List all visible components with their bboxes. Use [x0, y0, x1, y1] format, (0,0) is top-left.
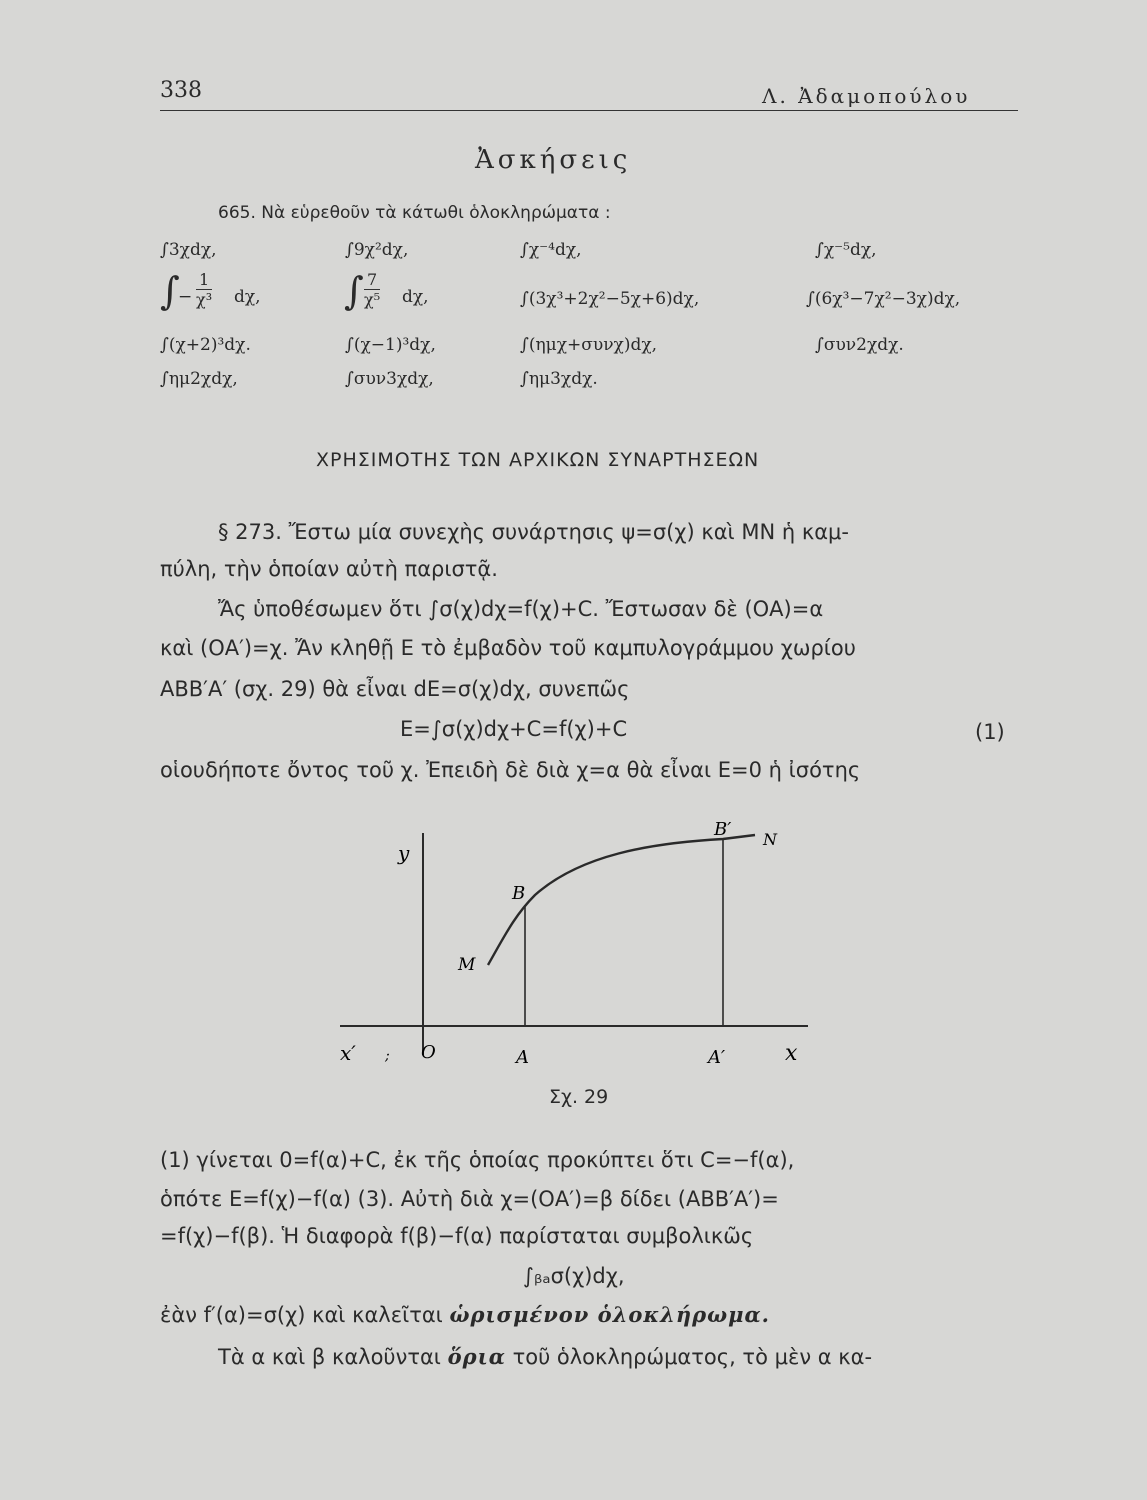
equation: Ε=∫σ(χ)dχ+C=f(χ)+C — [400, 717, 628, 741]
integral-1-4: ∫χ⁻⁵dχ, — [815, 240, 877, 260]
integral-3-4: ∫συν2χdχ. — [815, 335, 904, 355]
figure-29 — [330, 815, 830, 1085]
label-N: N — [763, 830, 777, 849]
curve-MN — [488, 835, 755, 965]
exercise-intro: 665. Νὰ εὑρεθοῦν τὰ κάτωθι ὁλοκληρώματα : — [218, 203, 611, 223]
exercises-title: Ἀσκήσεις — [475, 145, 632, 175]
integral-4-2: ∫συν3χdχ, — [345, 369, 434, 389]
definition-text: ἐὰν f′(α)=σ(χ) καὶ καλεῖται — [160, 1303, 443, 1327]
integral-sign: ∫ — [344, 269, 364, 313]
limits-text-end: τοῦ ὁλοκληρώματος, τὸ μὲν α κα- — [512, 1345, 873, 1369]
label-y: y — [398, 841, 410, 865]
paragraph-line: οἱουδήποτε ὄντος τοῦ χ. Ἐπειδὴ δὲ διὰ χ=α θὰ εἶναι Ε=0 ἡ ἰσότης — [160, 758, 861, 782]
frac1-numerator: 1 — [196, 270, 212, 290]
integral-3-1: ∫(χ+2)³dχ. — [160, 335, 251, 355]
equation-number: (1) — [975, 720, 1005, 744]
limits-term: ὅρια — [447, 1344, 506, 1369]
integral-2-4: ∫(6χ³−7χ²−3χ)dχ, — [806, 289, 961, 309]
integral-sign: ∫ — [160, 269, 180, 313]
frac2-denominator: χ⁵ — [364, 290, 381, 309]
integral-2-3: ∫(3χ³+2χ²−5χ+6)dχ, — [520, 289, 700, 309]
limits-text-start: Τὰ α καὶ β καλοῦνται — [218, 1345, 441, 1369]
label-x: x — [785, 1041, 798, 1066]
paragraph-line: ὁπότε Ε=f(χ)−f(α) (3). Αὐτὴ διὰ χ=(ΟΑ′)=β δίδει (ΑΒΒ′Α′)= — [160, 1187, 779, 1211]
label-x-prime: x′ — [340, 1041, 356, 1065]
frac2-tail: dχ, — [402, 287, 429, 307]
page-number: 338 — [160, 78, 202, 103]
header-rule — [160, 110, 1018, 111]
frac1-sign: − — [178, 287, 193, 307]
paragraph-line: =f(χ)−f(β). Ἡ διαφορὰ f(β)−f(α) παρίσταται συμβολικῶς — [160, 1224, 754, 1248]
label-A-prime: A′ — [708, 1047, 726, 1068]
paragraph-line: πύλη, τὴν ὁποίαν αὐτὴ παριστᾷ. — [160, 557, 498, 581]
integral-4-1: ∫ημ2χdχ, — [160, 369, 238, 389]
label-origin: O — [421, 1042, 436, 1063]
frac1-tail: dχ, — [234, 287, 261, 307]
definite-integral: ∫ᵦₐσ(χ)dχ, — [523, 1264, 625, 1288]
integral-3-3: ∫(ημχ+συνχ)dχ, — [520, 335, 658, 355]
paragraph-line: ΑΒΒ′Α′ (σχ. 29) θὰ εἶναι dΕ=σ(χ)dχ, συνεπῶς — [160, 677, 630, 701]
definition-term: ὡρισμένον ὁλοκλήρωμα. — [449, 1302, 770, 1327]
integral-3-2: ∫(χ−1)³dχ, — [345, 335, 436, 355]
integral-1-1: ∫3χdχ, — [160, 240, 217, 260]
integral-4-3: ∫ημ3χdχ. — [520, 369, 598, 389]
frac1 — [196, 270, 212, 309]
label-M: M — [458, 955, 476, 975]
paragraph-line: (1) γίνεται 0=f(α)+C, ἐκ τῆς ὁποίας προκύπτει ὅτι C=−f(α), — [160, 1148, 795, 1172]
paragraph-line: § 273. Ἔστω μία συνεχὴς συνάρτησις ψ=σ(χ) καὶ ΜΝ ἡ καμ- — [218, 520, 849, 544]
paragraph-line — [218, 1344, 872, 1369]
paragraph-line: Ἄς ὑποθέσωμεν ὅτι ∫σ(χ)dχ=f(χ)+C. Ἔστωσαν δὲ (ΟΑ)=α — [218, 597, 824, 621]
paragraph-line — [160, 1302, 770, 1327]
frac2-numerator: 7 — [364, 270, 380, 290]
frac2 — [364, 270, 380, 309]
paragraph-line: καὶ (ΟΑ′)=χ. Ἄν κληθῇ Ε τὸ ἐμβαδὸν τοῦ καμπυλογράμμου χωρίου — [160, 636, 856, 660]
integral-1-3: ∫χ⁻⁴dχ, — [520, 240, 582, 260]
label-tick: ; — [385, 1048, 390, 1064]
label-B: B — [512, 883, 526, 904]
label-B-prime: B′ — [714, 819, 732, 840]
running-title: Λ. Ἀδαμοπούλου — [762, 84, 971, 108]
label-A: A — [516, 1047, 529, 1068]
frac1-denominator: χ³ — [196, 290, 213, 309]
figure-caption: Σχ. 29 — [549, 1086, 609, 1108]
section-heading: ΧΡΗΣΙΜΟΤΗΣ ΤΩΝ ΑΡΧΙΚΩΝ ΣΥΝΑΡΤΗΣΕΩΝ — [316, 449, 760, 471]
integral-1-2: ∫9χ²dχ, — [345, 240, 409, 260]
